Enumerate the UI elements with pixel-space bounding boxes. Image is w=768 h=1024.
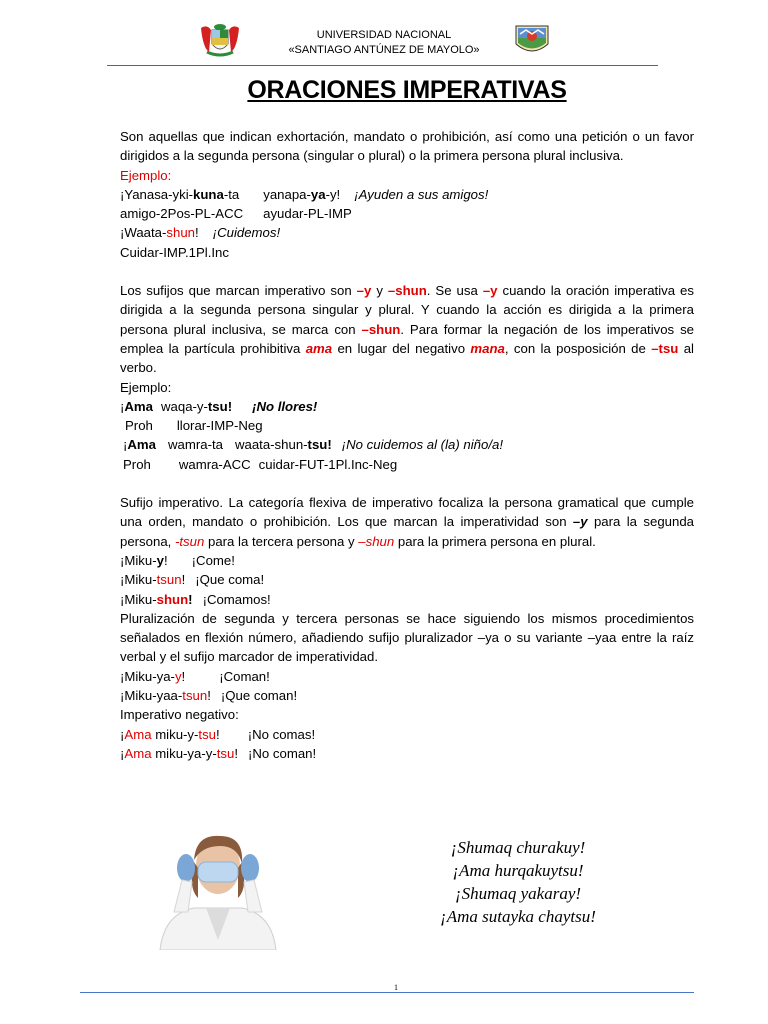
suffix: –tsu — [651, 340, 679, 356]
particle: Ama — [124, 726, 152, 742]
suffix: tsu — [216, 745, 235, 761]
suffix: y — [156, 552, 164, 568]
translation: ¡Come! — [191, 552, 235, 568]
example-line — [120, 590, 694, 609]
text: wamra-ta — [168, 437, 223, 453]
suffix: tsu — [198, 726, 217, 742]
text: ¡Miku-ya- — [120, 668, 175, 684]
particle: Ama — [124, 745, 152, 761]
text: Sufijo imperativo. La categoría flexiva de imperativo focaliza la persona gramatical que cumple una orden, mandato o prohibición. Los que marcan la imperatividad son — [120, 495, 694, 530]
text: ! — [181, 668, 186, 684]
translation: ¡No llores! — [252, 398, 318, 414]
text: llorar-IMP-Neg — [176, 418, 263, 434]
gloss-line: Cuidar-IMP.1Pl.Inc — [120, 244, 229, 260]
poem-line: ¡Shumaq churakuy! — [450, 838, 586, 857]
text: Proh — [123, 456, 151, 472]
text: yanapa- — [263, 186, 311, 202]
text: Los sufijos que marcan imperativo son — [120, 283, 357, 299]
particle: ama — [305, 340, 333, 356]
text: . Para formar la negación de los imperativos se emplea la partícula prohibitiva — [120, 321, 694, 356]
text: . Se usa — [426, 283, 483, 299]
woman-face-mask-image — [158, 828, 278, 950]
poem-line: ¡Ama hurqakuytsu! — [452, 861, 584, 880]
example-label: Ejemplo: — [120, 379, 172, 395]
example-line — [120, 686, 694, 705]
text: en lugar del negativo — [332, 340, 471, 356]
particle: Ama — [124, 398, 153, 414]
poem-line: ¡Ama sutayka chaytsu! — [440, 907, 596, 926]
text: waqa-y- — [161, 398, 208, 414]
example-line — [120, 667, 694, 686]
suffix: shun — [166, 225, 196, 241]
suffix: tsu! — [207, 398, 233, 414]
university-name: UNIVERSIDAD NACIONAL — [316, 29, 452, 41]
page-header — [0, 0, 768, 70]
translation: ¡No cuidemos al (la) niño/a! — [341, 437, 503, 453]
text: ! — [163, 552, 168, 568]
text: al verbo. — [120, 340, 694, 376]
text: ¡Waata- — [120, 225, 167, 241]
text: cuando la oración imperativa es dirigida a la segunda persona singular y plural. Y cuando la acción es dirigida a la primera persona plural inclusiva, se marca con — [120, 283, 694, 337]
page-title: ORACIONES IMPERATIVAS — [247, 76, 567, 104]
negative-label: Imperativo negativo: — [120, 707, 239, 723]
text: wamra-ACC — [178, 456, 251, 472]
text: ! — [207, 688, 211, 704]
text: ¡Miku- — [120, 591, 157, 607]
example-line — [120, 744, 694, 763]
suffix: –y — [482, 283, 498, 299]
quechua-poem — [408, 836, 628, 928]
translation: ¡No coman! — [248, 745, 317, 761]
translation: ¡Que coma! — [195, 572, 265, 588]
pluralization-paragraph: Pluralización de segunda y tercera personas se hace siguiendo los mismos procedimientos señalados en flexión número, añadiendo sufijo pluralizador –ya o su variante –yaa entre la raíz verbal y el sufijo marcador de imperatividad. — [120, 610, 694, 665]
text: ! — [195, 225, 199, 241]
imperative-paragraph — [120, 493, 694, 551]
suffix: tsun — [182, 688, 208, 704]
text: ¡ — [123, 437, 128, 453]
university-shield-logo — [512, 24, 552, 58]
translation: ¡No comas! — [247, 726, 316, 742]
suffix: –y — [572, 514, 588, 530]
text: para la tercera persona y — [204, 533, 359, 549]
header-rule — [107, 65, 658, 66]
example-line — [120, 223, 694, 242]
suffix: -tsun — [175, 533, 205, 549]
text: ¡Miku- — [120, 552, 157, 568]
text: ! — [188, 591, 193, 607]
example-line — [120, 435, 694, 454]
text: ! — [181, 572, 186, 588]
suffix: tsu! — [307, 437, 332, 453]
text: , con la posposición de — [504, 340, 652, 356]
particle: mana — [470, 340, 505, 356]
text: miku-y- — [151, 726, 199, 742]
gloss-line — [120, 204, 694, 223]
text: ¡ — [120, 398, 125, 414]
text: ¡Yanasa-yki- — [120, 186, 194, 202]
suffix: –y — [356, 283, 372, 299]
text: amigo-2Pos-PL-ACC — [120, 206, 244, 222]
example-label: Ejemplo: — [120, 167, 172, 183]
text: cuidar-FUT-1Pl.Inc-Neg — [258, 456, 398, 472]
text: ayudar-PL-IMP — [263, 206, 352, 222]
example-line — [120, 185, 694, 204]
text: para la segunda persona, — [120, 514, 695, 549]
text: ! — [216, 726, 220, 742]
translation: ¡Cuidemos! — [212, 225, 281, 241]
suffix: y — [174, 668, 182, 684]
text: ¡Miku-yaa- — [120, 688, 183, 704]
suffix: ya — [310, 186, 326, 202]
suffix: kuna — [193, 186, 224, 202]
suffix-paragraph — [120, 281, 694, 377]
text: y — [371, 283, 388, 299]
suffix: shun — [156, 591, 189, 607]
text: para la primera persona en plural. — [394, 533, 596, 549]
example-line — [120, 551, 694, 570]
translation: ¡Que coman! — [220, 688, 298, 704]
suffix: –shun — [387, 283, 427, 299]
text: ¡ — [120, 745, 125, 761]
page-number: 1 — [394, 983, 398, 992]
poem-line: ¡Shumaq yakaray! — [454, 884, 582, 903]
text: ! — [234, 745, 239, 761]
gloss-line — [120, 416, 694, 435]
example-line — [120, 725, 694, 744]
particle: Ama — [127, 437, 156, 453]
main-content — [120, 127, 694, 763]
footer-rule — [80, 992, 694, 993]
suffix: –shun — [358, 533, 395, 549]
suffix: –shun — [361, 321, 401, 337]
text: ¡Miku- — [120, 572, 157, 588]
text: ¡ — [120, 726, 125, 742]
translation: ¡Ayuden a sus amigos! — [354, 186, 489, 202]
translation: ¡Coman! — [219, 668, 270, 684]
intro-paragraph: Son aquellas que indican exhortación, mandato o prohibición, así como una petición o un favor dirigidos a la segunda persona (singular o plural) o la primera persona plural inclusiva. — [120, 129, 694, 164]
text: waata-shun- — [234, 437, 308, 453]
suffix: tsun — [156, 572, 182, 588]
text: -ta — [223, 186, 240, 202]
university-subname: «SANTIAGO ANTÚNEZ DE MAYOLO» — [288, 44, 480, 56]
text: Proh — [125, 418, 153, 434]
example-line — [120, 570, 694, 589]
gloss-line — [120, 455, 694, 474]
text: -y! — [325, 186, 341, 202]
text: miku-ya-y- — [151, 745, 217, 761]
example-line — [120, 397, 694, 416]
translation: ¡Comamos! — [202, 591, 271, 607]
